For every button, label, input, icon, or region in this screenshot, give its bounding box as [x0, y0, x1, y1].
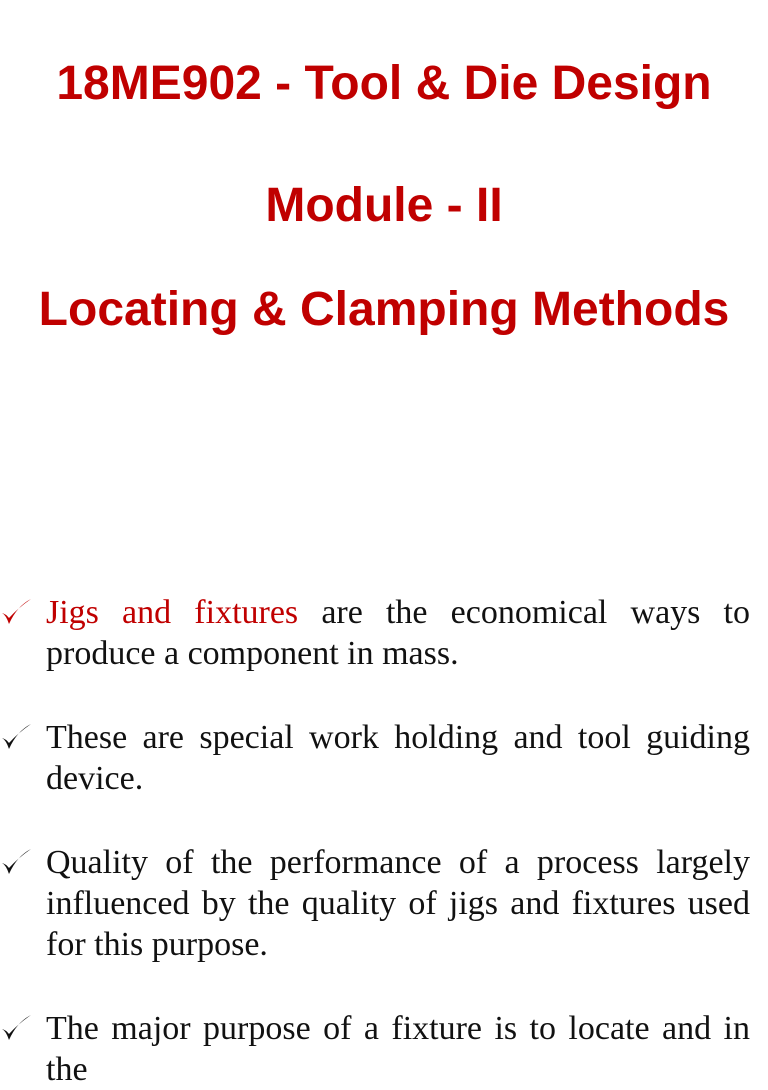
bullet-text: Quality of the performance of a process largely influenced by the quality of jigs and fixtures used for this purpose. — [46, 844, 750, 963]
bullet-text: These are special work holding and tool guiding device. — [46, 719, 750, 797]
bullet-item — [0, 1008, 768, 1090]
bullet-list — [0, 592, 768, 1090]
bullet-text: The major purpose of a fixture is to locate and in the — [46, 1010, 750, 1088]
topic-title: Locating & Clamping Methods — [38, 283, 730, 336]
checkmark-icon — [0, 719, 34, 755]
checkmark-icon — [0, 1010, 34, 1046]
bullet-item — [0, 842, 768, 965]
module-title: Module - II — [265, 179, 503, 232]
checkmark-icon — [0, 594, 34, 630]
bullet-text: are the economical ways to produce a component in mass. — [46, 594, 750, 672]
bullet-item — [0, 592, 768, 674]
course-title: 18ME902 - Tool & Die Design — [56, 57, 712, 110]
bullet-item — [0, 717, 768, 799]
checkmark-icon — [0, 844, 34, 880]
bullet-highlight: Jigs and fixtures — [46, 594, 299, 631]
